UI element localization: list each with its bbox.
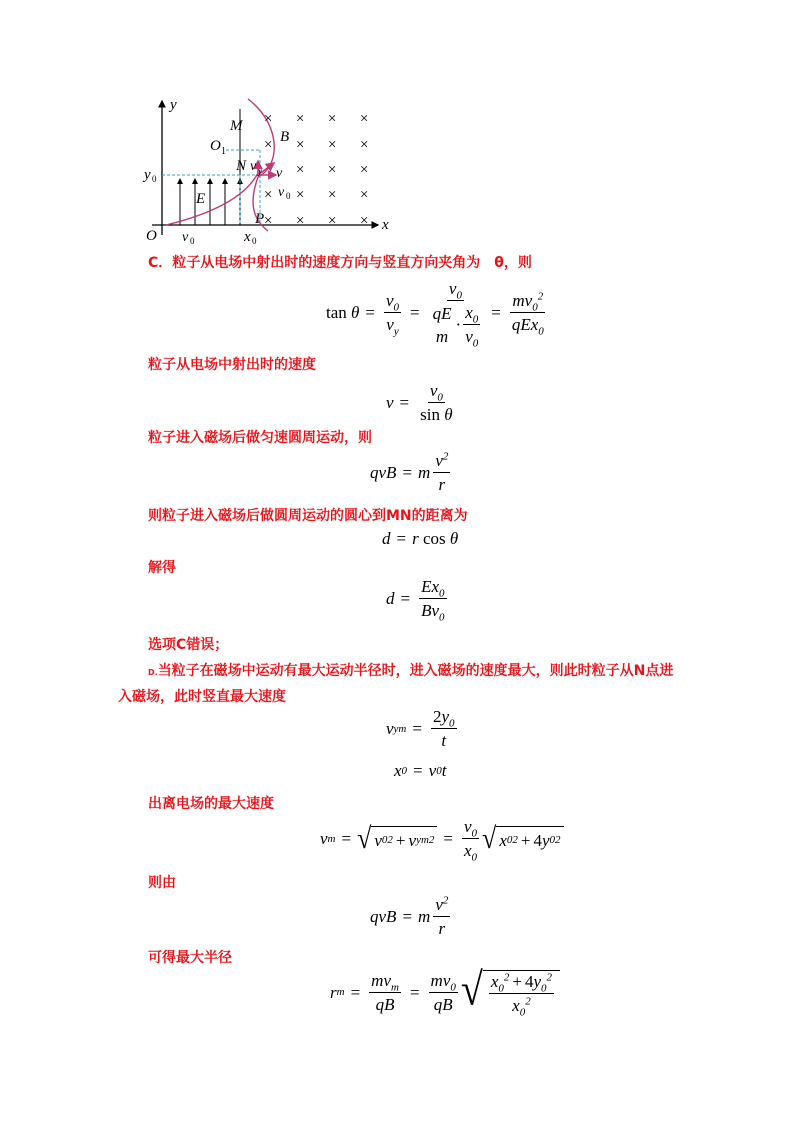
label-B: B	[280, 129, 290, 145]
magnetic-cross: ×	[263, 187, 274, 203]
field-diagram-svg	[130, 95, 400, 245]
section-d-letter: D.	[148, 668, 158, 677]
section-c-intro: C．粒子从电场中射出时的速度方向与竖直方向夹角为 θ，则	[148, 255, 532, 271]
label-y0-sub: 0	[152, 174, 157, 184]
magnetic-cross: ×	[263, 111, 274, 127]
solve-label: 解得	[148, 560, 176, 576]
magnetic-cross: ×	[263, 213, 274, 229]
label-x0-sub: 0	[252, 236, 257, 245]
equation-x0: x 0 = v 0 t	[394, 761, 447, 780]
distance-label: 则粒子进入磁场后做圆周运动的圆心到MN的距离为	[148, 508, 468, 524]
magnetic-cross: ×	[327, 137, 338, 153]
magnetic-cross: ×	[295, 213, 306, 229]
label-P: P	[255, 211, 265, 227]
max-radius-label: 可得最大半径	[148, 950, 232, 966]
equation-v: v = $\frac{v_0}{\text{sin θ}}$	[386, 381, 453, 424]
equation-d-result: d = $\frac{Ex_0}{Bv_0}$	[386, 577, 445, 624]
label-N: N	[236, 158, 247, 174]
label-O1-sub: 1	[221, 146, 226, 157]
label-origin: O	[146, 228, 157, 244]
section-d-text1: 当粒子在磁场中运动有最大运动半径时，进入磁场的速度最大，则此时粒子从N点进	[157, 663, 674, 679]
max-speed-label: 出离电场的最大速度	[148, 796, 274, 812]
magnetic-cross: ×	[359, 187, 370, 203]
magnetic-cross: ×	[327, 111, 338, 127]
label-vy-sub: y	[258, 166, 262, 176]
label-vy: v	[250, 159, 257, 174]
section-d-line1	[148, 660, 673, 680]
label-v0-arrow: v	[278, 185, 285, 200]
equation-tan-theta: tan θ = $\frac{v_0}{v_y}$ = $v_0$ qE m · $\frac{x_0}{v_0}$ = $\frac{mv_0^2}{qEx_0}$	[326, 279, 544, 350]
magnetic-cross: ×	[327, 187, 338, 203]
circular-motion-label: 粒子进入磁场后做匀速圆周运动，则	[148, 430, 372, 446]
magnetic-cross: ×	[359, 137, 370, 153]
magnetic-cross: ×	[359, 162, 370, 178]
label-v0-bottom-sub: 0	[190, 236, 195, 245]
magnetic-cross: ×	[359, 111, 370, 127]
magnetic-cross: ×	[327, 162, 338, 178]
magnetic-cross: ×	[263, 137, 274, 153]
label-O1: O	[210, 138, 221, 154]
magnetic-cross: ×	[295, 187, 306, 203]
magnetic-cross: ×	[295, 137, 306, 153]
label-E: E	[196, 191, 206, 207]
section-c-conclusion: 选项C错误；	[148, 637, 229, 653]
label-y0: y	[144, 167, 151, 183]
label-v: v	[276, 166, 283, 181]
magnetic-cross: ×	[359, 213, 370, 229]
magnetic-cross: ×	[295, 111, 306, 127]
speed-label: 粒子从电场中射出时的速度	[148, 357, 316, 373]
label-v0-bottom: v	[182, 230, 189, 245]
label-y-axis: y	[170, 97, 177, 113]
magnetic-cross: ×	[327, 213, 338, 229]
from-label: 则由	[148, 875, 176, 891]
equation-vm: v m = √ v 0 2 + v ym 2 = $\frac{v_0}{x_0}$ √ x 0 2 + 4 y 0 2	[320, 818, 564, 859]
equation-vym: v ym = $\frac{2y_0}{t}$	[386, 707, 455, 750]
label-x0: x	[244, 229, 251, 245]
equation-rm: r m = $\frac{mv_m}{qB}$ = $\frac{mv_0}{qB}$ √ $\frac{x_0^2 + 4y_0^2}{x_0^2}$	[330, 970, 560, 1014]
equation-lorentz-2: qvB = m $\frac{v^2}{r}$	[370, 894, 449, 938]
equation-lorentz: qvB = m $\frac{v^2}{r}$	[370, 450, 449, 494]
equation-d-r-cos: d = r cos θ	[382, 529, 459, 548]
section-d-line2: 入磁场，此时竖直最大速度	[118, 689, 286, 705]
label-x-axis: x	[382, 217, 389, 233]
label-v0-arrow-sub: 0	[286, 191, 291, 201]
physics-diagram	[130, 95, 400, 245]
label-M: M	[230, 118, 243, 134]
magnetic-cross: ×	[295, 162, 306, 178]
